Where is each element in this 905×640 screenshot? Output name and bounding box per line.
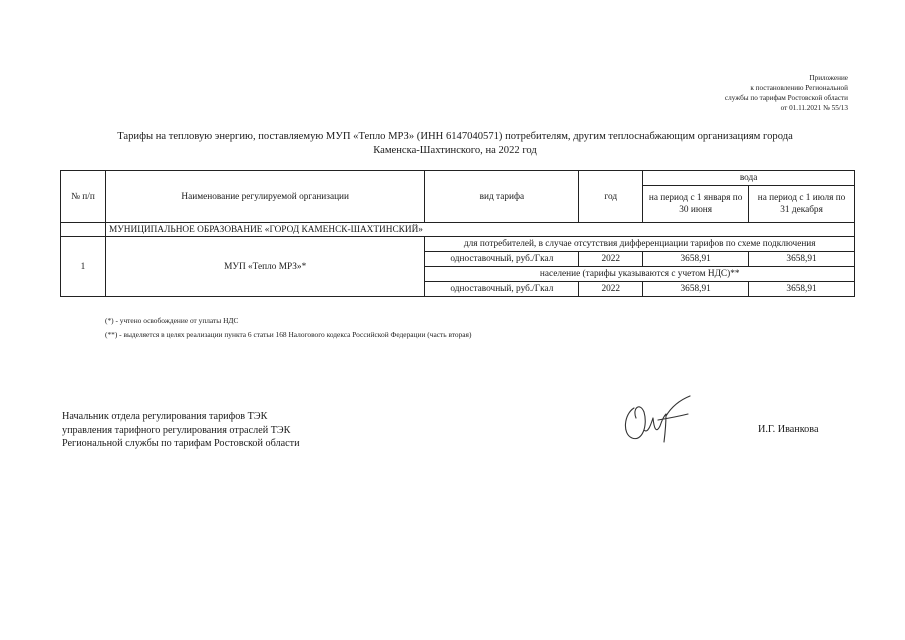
header-tariff-type: вид тарифа xyxy=(425,171,579,223)
header-period-2: на период с 1 июля по 31 декабря xyxy=(749,186,855,223)
appendix-header xyxy=(588,73,848,113)
title-line-2: Каменска-Шахтинского, на 2022 год xyxy=(373,145,537,156)
header-water: вода xyxy=(643,171,855,186)
organization-name: МУП «Тепло МРЗ»* xyxy=(105,237,425,297)
signer-name: И.Г. Иванкова xyxy=(758,424,819,435)
footnote: (*) - учтено освобождение от уплаты НДС xyxy=(105,316,239,325)
signatory-position xyxy=(62,410,300,451)
footnote: (**) - выделяется в целях реализации пункта 6 статьи 168 Налогового кодекса Российской Федерации (часть вторая) xyxy=(105,330,472,339)
period-1-value: 3658,91 xyxy=(643,252,749,267)
tariff-table xyxy=(60,170,855,297)
year-cell: 2022 xyxy=(579,252,643,267)
appendix-line: службы по тарифам Ростовской области xyxy=(724,94,848,102)
period-2-value: 3658,91 xyxy=(749,282,855,297)
position-line: управления тарифного регулирования отраслей ТЭК xyxy=(62,424,291,436)
section-consumers: для потребителей, в случае отсутствия дифференциации тарифов по схеме подключения xyxy=(425,237,855,252)
document-title xyxy=(60,130,850,158)
header-num: № п/п xyxy=(61,171,106,223)
title-line-1: Тарифы на тепловую энергию, поставляемую МУП «Тепло МРЗ» (ИНН 6147040571) потребителям, другим теплоснабжающим организациям города xyxy=(117,131,793,142)
position-line: Региональной службы по тарифам Ростовской области xyxy=(62,438,300,449)
municipality-row: МУНИЦИПАЛЬНОЕ ОБРАЗОВАНИЕ «ГОРОД КАМЕНСК-ШАХТИНСКИЙ» xyxy=(105,223,854,237)
footnotes xyxy=(105,314,471,342)
year-cell: 2022 xyxy=(579,282,643,297)
appendix-line: Приложение xyxy=(809,74,848,82)
position-line: Начальник отдела регулирования тарифов ТЭК xyxy=(62,411,268,422)
tariff-type-cell: одноставочный, руб./Гкал xyxy=(425,252,579,267)
period-2-value: 3658,91 xyxy=(749,252,855,267)
header-year: год xyxy=(579,171,643,223)
header-period-1: на период с 1 января по 30 июня xyxy=(643,186,749,223)
row-number: 1 xyxy=(61,237,106,297)
header-org: Наименование регулируемой организации xyxy=(105,171,425,223)
appendix-line: от 01.11.2021 № 55/13 xyxy=(780,104,848,112)
appendix-line: к постановлению Региональной xyxy=(750,84,848,92)
section-population: население (тарифы указываются с учетом НДС)** xyxy=(425,267,855,282)
municipality-num-cell xyxy=(61,223,106,237)
handwritten-signature xyxy=(618,390,708,450)
period-1-value: 3658,91 xyxy=(643,282,749,297)
tariff-type-cell: одноставочный, руб./Гкал xyxy=(425,282,579,297)
